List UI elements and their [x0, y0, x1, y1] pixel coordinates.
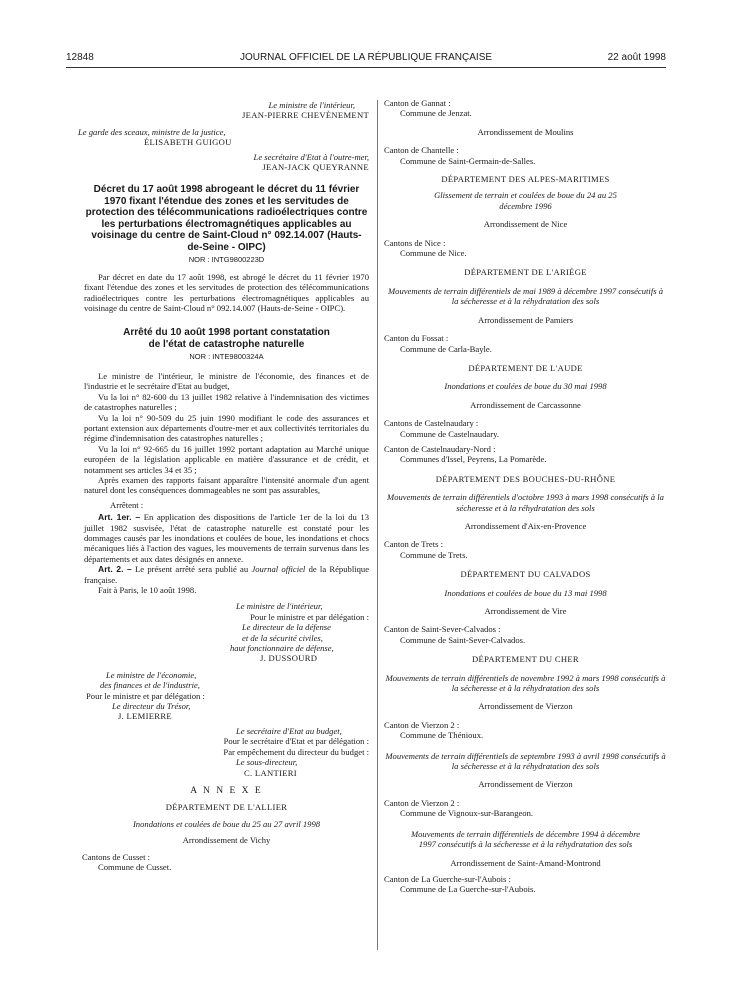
- paragraph: Vu la loi n° 82-600 du 13 juillet 1982 relative à l'indemnisation des victimes de catastrophes naturelles ;: [84, 391, 369, 413]
- commune-label: Commune de Saint-Sever-Calvados.: [400, 634, 526, 645]
- annexe-heading: A N N E X E: [190, 785, 263, 796]
- commune-label: Commune de Vignoux-sur-Barangeon.: [400, 808, 534, 819]
- canton-label: Canton de Vierzon 2 :: [384, 719, 460, 730]
- decree-nor: NOR : INTG9800223D: [188, 255, 265, 265]
- event-description: Inondations et coulées de boue du 30 mai 1998: [444, 381, 607, 392]
- arrondissement-heading: Arrondissement de Pamiers: [478, 314, 573, 325]
- sig-line: Pour le ministre et par délégation :: [250, 611, 369, 622]
- department-heading: DÉPARTEMENT DE L'ARIÈGE: [464, 267, 587, 278]
- event-description: Glissement de terrain et coulées de boue du 24 au 25 décembre 1996: [434, 190, 617, 211]
- left-column: [78, 100, 370, 872]
- arrondissement-heading: Arrondissement de Carcassonne: [470, 399, 581, 410]
- sig-line: Par empêchement du directeur du budget :: [223, 746, 369, 757]
- commune-label: Commune de La Guerche-sur-l'Aubois.: [400, 884, 536, 895]
- paragraph: Vu la loi n° 92-665 du 16 juillet 1992 portant adaptation au Marché unique européen de la législation applicable en matière d'assurance et de crédit, et notamment ses articles 34 et 35 ;: [84, 443, 369, 475]
- arretent: Arrêtent :: [110, 499, 144, 510]
- sig-name: J. DUSSOURD: [260, 653, 318, 664]
- sig-line: Le sous-directeur,: [236, 757, 298, 768]
- event-description: Mouvements de terrain différentiels de septembre 1993 à avril 1998 consécutifs à la sécheresse et à la réhydratation des sols: [385, 750, 666, 772]
- canton-label: Canton de Trets :: [384, 539, 443, 550]
- article-1: [84, 512, 369, 564]
- article-1-text: En application des dispositions de l'article 1er de la loi du 13 juillet 1982 susvisée, l'état de catastrophe naturelle est constaté pour les dommages causés par les inondations et coulées de boue, les inondations et chocs mécaniques liés à l'action des vagues, les mouvements de terrain survenus dans les départements et aux dates désignés en annexe.: [84, 512, 370, 564]
- signatory-name: ÉLISABETH GUIGOU: [144, 137, 232, 148]
- arrondissement-heading: Arrondissement de Nice: [483, 219, 568, 230]
- commune-label: Commune de Castelnaudary.: [400, 428, 499, 439]
- canton-label: Canton du Fossat :: [384, 333, 449, 344]
- canton-label: Cantons de Cusset :: [82, 851, 151, 862]
- arrondissement-heading: Arrondissement d'Aix-en-Provence: [464, 520, 587, 531]
- commune-label: Commune de Thénioux.: [400, 730, 484, 741]
- arrete-nor: NOR : INTE9800324A: [189, 352, 264, 362]
- signatory-name: JEAN-PIERRE CHEVÈNEMENT: [242, 110, 369, 121]
- sig-line: Le directeur du Trésor,: [112, 701, 191, 712]
- event-description: Mouvements de terrain différentiels d'octobre 1993 à mars 1998 consécutifs à la sécheresse et à la réhydratation des sols: [387, 492, 664, 513]
- header-rule: [66, 67, 666, 68]
- commune-label: Commune de Carla-Bayle.: [400, 343, 492, 354]
- signatory-title: Le secrétaire d'Etat à l'outre-mer,: [253, 151, 369, 162]
- page-number: 12848: [66, 52, 94, 63]
- arrondissement-heading: Arrondissement de Vichy: [182, 835, 271, 846]
- column-divider: [377, 100, 378, 950]
- event-description: Inondations et coulées de boue du 13 mai 1998: [444, 587, 607, 598]
- paragraph: Vu la loi n° 90-509 du 25 juin 1990 modifiant le code des assurances et portant extension aux départements d'outre-mer et aux collectivités territoriales du régime d'indemnisation des catastrophes naturelles ;: [84, 412, 369, 444]
- event-description: Mouvements de terrain différentiels de novembre 1992 à mars 1998 consécutifs à la sécheresse et à la réhydratation des sols: [385, 672, 666, 694]
- signature-block-economy: [84, 670, 369, 722]
- canton-label: Cantons de Nice :: [384, 237, 446, 248]
- sig-line: Pour le secrétaire d'Etat et par délégation :: [223, 736, 369, 747]
- canton-label: Canton de Castelnaudary-Nord :: [384, 443, 496, 454]
- paragraph: Après examen des rapports faisant apparaître l'intensité anormale d'un agent naturel dont les conséquences dommageables ne sont pas assurables,: [84, 474, 369, 496]
- commune-label: Commune de Cusset.: [98, 861, 172, 872]
- journal-title: JOURNAL OFFICIEL DE LA RÉPUBLIQUE FRANÇAISE: [239, 52, 493, 63]
- decree-body: Par décret en date du 17 août 1998, est abrogé le décret du 11 février 1970 fixant l'étendue des zones et les servitudes de protection des télécommunications radioélectriques contre les perturbations électromagnétiques applicables au voisinage du centre de Saint-Cloud n° 092.14.007 (Hauts-de-Seine - OIPC).: [84, 271, 369, 314]
- arrondissement-heading: Arrondissement de Vire: [484, 606, 567, 616]
- article-2: [84, 564, 369, 585]
- signature-block-interior: [84, 601, 369, 663]
- decree-title: Décret du 17 août 1998 abrogeant le décret du 11 février 1970 fixant l'étendue des zones et les servitudes de protection des télécommunications radioélectriques contre les perturbations électromagnétiques applicables au voisinage du centre de Saint-Cloud n° 092.14.007 (Hauts-de-Seine - OIPC): [85, 184, 368, 253]
- department-heading: DÉPARTEMENT DU CALVADOS: [460, 569, 591, 580]
- article-1-label: Art. 1er. –: [98, 512, 141, 523]
- signatory-title: Le ministre de l'intérieur,: [268, 100, 355, 110]
- signatory-name: JEAN-JACK QUEYRANNE: [262, 162, 369, 173]
- sig-line: Le directeur de la défense: [242, 622, 331, 633]
- sig-line: Le ministre de l'intérieur,: [236, 601, 323, 612]
- commune-label: Communes d'Issel, Peyrens, La Pomarède.: [400, 454, 547, 465]
- sig-name: C. LANTIERI: [244, 767, 297, 778]
- commune-label: Commune de Trets.: [400, 549, 468, 560]
- arrondissement-heading: Arrondissement de Saint-Amand-Montrond: [450, 857, 601, 868]
- paragraph: Le ministre de l'intérieur, le ministre de l'économie, des finances et de l'industrie et le secrétaire d'Etat au budget,: [84, 370, 369, 392]
- canton-label: Canton de Vierzon 2 :: [384, 797, 460, 808]
- canton-label: Cantons de Castelnaudary :: [384, 418, 479, 429]
- canton-label: Canton de La Guerche-sur-l'Aubois :: [384, 873, 511, 884]
- article-2-text-a: Le présent arrêté sera publié au: [135, 564, 249, 575]
- sig-line: et de la sécurité civiles,: [242, 632, 323, 643]
- sig-name: J. LEMIERRE: [118, 711, 172, 722]
- canton-label: Canton de Chantelle :: [384, 145, 459, 156]
- sig-line: des finances et de l'industrie,: [100, 680, 200, 691]
- canton-label: Canton de Gannat :: [384, 98, 451, 108]
- sig-line: haut fonctionnaire de défense,: [230, 643, 334, 654]
- event-description: Mouvements de terrain différentiels de mai 1989 à décembre 1997 consécutifs à la sécheresse et à la réhydratation des sols: [387, 285, 664, 307]
- issue-date: 22 août 1998: [607, 52, 666, 63]
- arrondissement-heading: Arrondissement de Moulins: [477, 126, 574, 137]
- canton-label: Canton de Saint-Sever-Calvados :: [384, 624, 501, 635]
- commune-label: Commune de Saint-Germain-de-Salles.: [400, 155, 536, 166]
- page-header: [66, 52, 666, 66]
- sig-line: Pour le ministre et par délégation :: [86, 690, 205, 701]
- sig-line: Le secrétaire d'Etat au budget,: [236, 725, 342, 736]
- department-heading: DÉPARTEMENT DE L'AUDE: [468, 362, 583, 373]
- article-2-journal: Journal officiel: [251, 564, 306, 575]
- arrondissement-heading: Arrondissement de Vierzon: [478, 779, 573, 790]
- fait-a-paris: Fait à Paris, le 10 août 1998.: [98, 585, 197, 595]
- department-heading: DÉPARTEMENT DES BOUCHES-DU-RHÔNE: [435, 473, 616, 484]
- sig-line: Le ministre de l'économie,: [106, 669, 197, 680]
- signature-block-budget: [84, 726, 369, 778]
- arrondissement-heading: Arrondissement de Vierzon: [478, 701, 573, 712]
- department-heading: DÉPARTEMENT DE L'ALLIER: [165, 802, 288, 813]
- article-2-label: Art. 2. –: [98, 564, 132, 575]
- department-heading: DÉPARTEMENT DU CHER: [472, 654, 579, 665]
- event-description: Mouvements de terrain différentiels de décembre 1994 à décembre 1997 consécutifs à la sécheresse et à la réhydratation des sols: [410, 828, 641, 850]
- article-2-text-b: de la République française.: [84, 564, 370, 585]
- signatory-title: Le garde des sceaux, ministre de la justice,: [78, 126, 226, 137]
- commune-label: Commune de Jenzat.: [400, 108, 472, 119]
- department-heading: DÉPARTEMENT DES ALPES-MARITIMES: [441, 174, 610, 185]
- arrete-title: Arrêté du 10 août 1998 portant constatation de l'état de catastrophe naturelle: [123, 327, 330, 350]
- event-description: Inondations et coulées de boue du 25 au 27 avril 1998: [132, 818, 321, 829]
- commune-label: Commune de Nice.: [400, 248, 467, 259]
- right-column: [384, 98, 667, 895]
